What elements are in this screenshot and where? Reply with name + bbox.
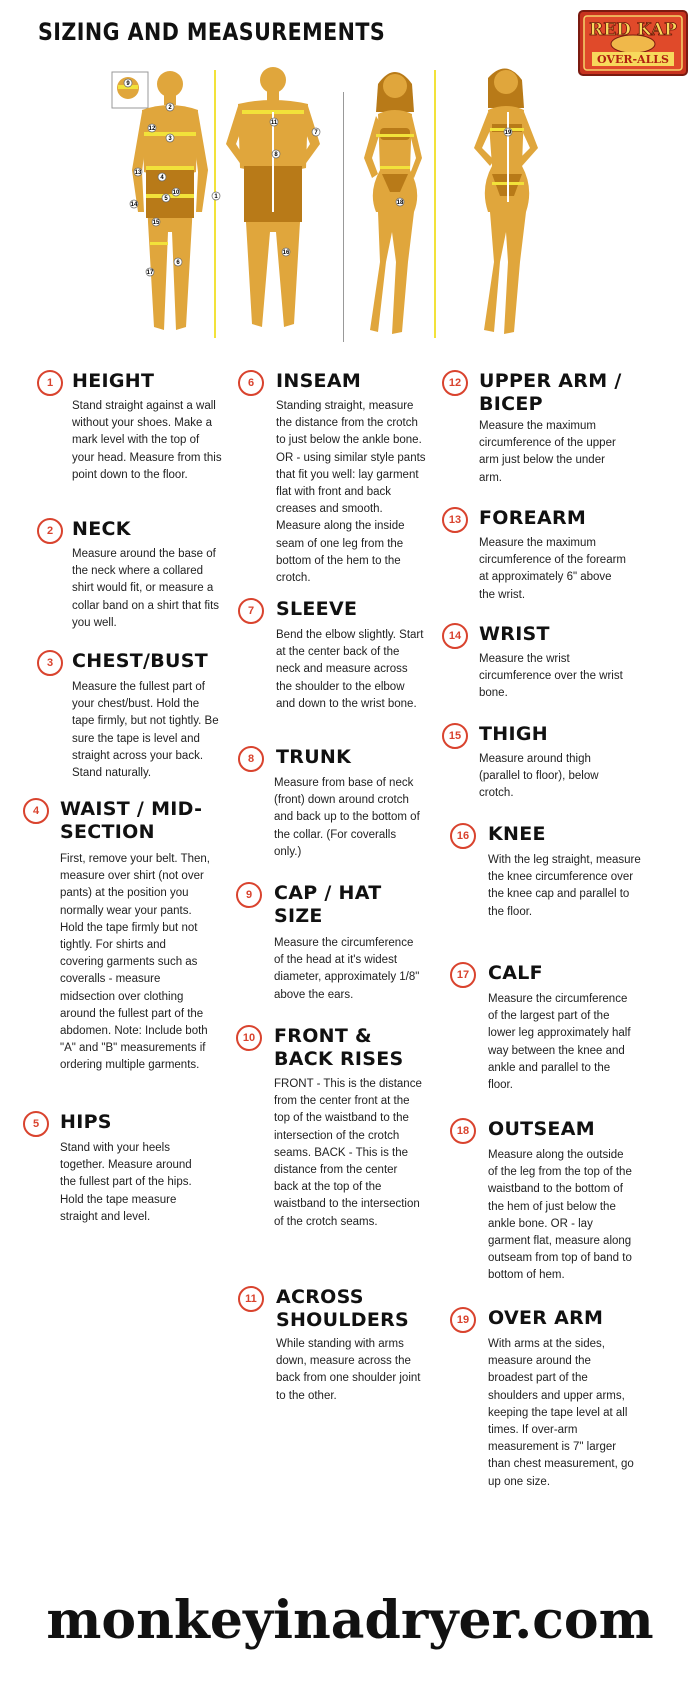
measure-description: Stand straight against a wall without your shoes. Make a mark level with the top of your head. Measure from this point down to the floor. (72, 400, 222, 481)
number-badge: 14 (442, 623, 468, 649)
marker-8 (272, 150, 280, 158)
measure-title: HIPS (60, 1111, 112, 1133)
number-badge: 16 (450, 823, 476, 849)
svg-text:9: 9 (126, 81, 130, 87)
svg-text:19: 19 (504, 130, 512, 136)
number-badge: 5 (23, 1111, 49, 1137)
measure-title: CALF (488, 962, 543, 984)
svg-text:13: 13 (134, 170, 142, 176)
logo-line1: RED KAP (589, 20, 677, 40)
svg-text:7: 7 (314, 130, 318, 136)
marker-18 (396, 198, 404, 206)
marker-10 (172, 188, 180, 196)
svg-text:1: 1 (214, 194, 218, 200)
marker-13 (134, 168, 142, 176)
marker-5 (162, 194, 170, 202)
number-badge: 19 (450, 1307, 476, 1333)
measure-title: INSEAM (276, 370, 362, 392)
measure-description: Measure the maximum circumference of the forearm at approximately 6" above the wrist. (479, 537, 627, 601)
svg-text:16: 16 (282, 250, 290, 256)
measure-title: UPPER ARM / BICEP (479, 370, 622, 415)
marker-4 (158, 173, 166, 181)
measure-description: Stand with your heels together. Measure around the fullest part of the hips. Hold the tape measure straight and level. (60, 1142, 192, 1223)
measure-title: OVER ARM (488, 1307, 604, 1329)
measure-description: First, remove your belt. Then, measure over shirt (not over pants) at the position you normally wear your pants. Hold the tape firmly but not tightly. For shirts and covering garments such as coveralls - measure midsection over clothing around the fullest part of the abdomen. Note: Include both "A" and "B" measurements if ordering multiple garments. (60, 853, 210, 1072)
marker-12 (148, 124, 156, 132)
number-badge: 13 (442, 507, 468, 533)
svg-text:3: 3 (168, 136, 172, 142)
number-badge: 3 (37, 650, 63, 676)
marker-14 (130, 200, 138, 208)
measure-title: ACROSS SHOULDERS (276, 1286, 410, 1331)
measure-title: SLEEVE (276, 598, 358, 620)
measure-description: Measure the maximum circumference of the upper arm just below the under arm. (479, 420, 616, 484)
red-kap-logo (578, 10, 688, 76)
measure-title: FRONT & BACK RISES (274, 1025, 404, 1070)
measure-description: Measure around the base of the neck where a collared shirt would fit, or measure a collar band on a shirt that fits you well. (72, 548, 220, 629)
number-badge: 2 (37, 518, 63, 544)
measure-description: Measure around thigh (parallel to floor), below crotch. (479, 753, 599, 800)
number-badge: 7 (238, 598, 264, 624)
measure-description: Bend the elbow slightly. Start at the center back of the neck and measure across the shoulder to the elbow and down to the wrist bone. (276, 629, 424, 710)
figure-divider (343, 92, 344, 342)
marker-1 (212, 192, 220, 200)
number-badge: 8 (238, 746, 264, 772)
measure-description: Measure along the outside of the leg from the top of the waistband to the bottom of the hem of just below the ankle bone. OR - lay garment flat, measure along outseam from top of band to bottom of hem. (488, 1149, 632, 1282)
number-badge: 10 (236, 1025, 262, 1051)
svg-text:10: 10 (172, 190, 180, 196)
svg-text:15: 15 (152, 220, 160, 226)
svg-text:6: 6 (176, 260, 180, 266)
marker-3 (166, 134, 174, 142)
measure-description: Standing straight, measure the distance from the crotch to just below the ankle bone. OR - using similar style pants that fit you well: lay garment flat with front and back creases and smooth. Measure along the inside seam of one leg from the bottom of the hem to the crotch. (276, 400, 426, 585)
measure-title: WRIST (479, 623, 550, 645)
number-badge: 11 (238, 1286, 264, 1312)
svg-text:12: 12 (148, 126, 156, 132)
svg-text:18: 18 (396, 200, 404, 206)
svg-text:17: 17 (146, 270, 154, 276)
logo-line2: OVER-ALLS (597, 53, 669, 66)
measure-description: FRONT - This is the distance from the center front at the top of the waistband to the intersection of the crotch seams. BACK - This is the distance from the center back at the top of the waistband to the intersection of the crotch seams. (274, 1078, 422, 1228)
number-badge: 18 (450, 1118, 476, 1144)
measure-title: CHEST/BUST (72, 650, 208, 672)
marker-19 (504, 128, 512, 136)
measure-title: WAIST / MID-SECTION (60, 798, 203, 843)
measure-description: Measure the circumference of the head at it's widest diameter, approximately 1/8" above the ears. (274, 937, 420, 1001)
marker-16 (282, 248, 290, 256)
measure-description: Measure from base of neck (front) down around crotch and back up to the bottom of the collar. (For coveralls only.) (274, 777, 420, 858)
marker-15 (152, 218, 160, 226)
measure-title: THIGH (479, 723, 548, 745)
marker-7 (312, 128, 320, 136)
svg-text:5: 5 (164, 196, 168, 202)
measure-title: CAP / HAT SIZE (274, 882, 382, 927)
measure-title: KNEE (488, 823, 546, 845)
female-front-figure (364, 72, 422, 334)
measure-title: FOREARM (479, 507, 587, 529)
female-back-figure (474, 68, 538, 334)
measure-description: Measure the fullest part of your chest/bust. Hold the tape firmly, but not tightly. Be sure the tape is level and straight across your back. Stand naturally. (72, 681, 219, 780)
number-badge: 4 (23, 798, 49, 824)
measure-title: NECK (72, 518, 131, 540)
marker-2 (166, 103, 174, 111)
measure-title: HEIGHT (72, 370, 155, 392)
measure-description: Measure the circumference of the largest part of the lower leg approximately half way between the knee and ankle and parallel to the floor. (488, 993, 631, 1092)
svg-text:11: 11 (270, 120, 278, 126)
number-badge: 12 (442, 370, 468, 396)
svg-text:8: 8 (274, 152, 278, 158)
marker-17 (146, 268, 154, 276)
cap-size-head-icon (112, 72, 148, 108)
measure-title: OUTSEAM (488, 1118, 595, 1140)
marker-9 (124, 79, 132, 87)
svg-text:2: 2 (168, 105, 172, 111)
svg-text:14: 14 (130, 202, 138, 208)
measure-description: With arms at the sides, measure around the broadest part of the shoulders and upper arms, keeping the tape level at all times. If over-arm measurement is 7" larger than chest measurement, go up one size. (488, 1338, 634, 1488)
page-title: SIZING AND MEASUREMENTS (38, 18, 386, 46)
marker-6 (174, 258, 182, 266)
body-measurement-figures (110, 62, 590, 372)
marker-11 (270, 118, 278, 126)
number-badge: 17 (450, 962, 476, 988)
watermark-footer: monkeyinadryer.com (46, 1590, 654, 1651)
number-badge: 9 (236, 882, 262, 908)
measure-description: With the leg straight, measure the knee circumference over the knee cap and parallel to the floor. (488, 854, 641, 918)
measure-title: TRUNK (276, 746, 352, 768)
number-badge: 1 (37, 370, 63, 396)
measure-description: Measure the wrist circumference over the wrist bone. (479, 653, 623, 700)
number-badge: 15 (442, 723, 468, 749)
svg-text:4: 4 (160, 175, 164, 181)
measure-description: While standing with arms down, measure across the back from one shoulder joint to the other. (276, 1338, 421, 1402)
number-badge: 6 (238, 370, 264, 396)
